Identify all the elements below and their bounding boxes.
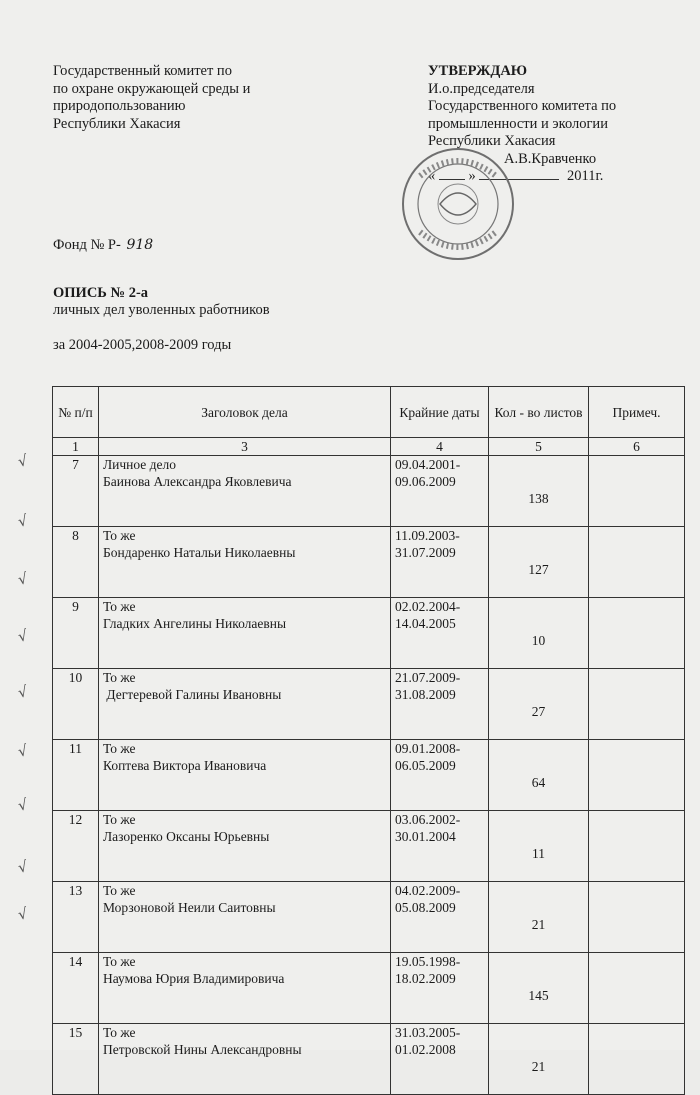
row-number: 8 (53, 527, 99, 598)
case-title (99, 953, 391, 1024)
check-mark-icon: √ (16, 904, 30, 924)
date-quote-open: « (428, 168, 436, 184)
person-name: Лазоренко Оксаны Юрьевны (103, 829, 270, 844)
check-mark-icon: √ (16, 682, 30, 702)
issuer-line: Государственный комитет по (53, 63, 232, 79)
fond-label: Фонд № Р- (53, 237, 121, 253)
check-mark-icon: √ (16, 511, 30, 531)
bleed-through (55, 168, 58, 182)
case-type: То же (103, 1025, 136, 1040)
row-number: 7 (53, 456, 99, 527)
row-number: 10 (53, 669, 99, 740)
table-row (53, 1024, 685, 1095)
sheet-count: 138 (489, 456, 589, 527)
case-type: То же (103, 954, 136, 969)
table-row (53, 740, 685, 811)
inventory-years: за 2004-2005,2008-2009 годы (53, 337, 232, 353)
person-name: Наумова Юрия Владимировича (103, 971, 285, 986)
date-range (391, 953, 489, 1024)
sheet-count: 127 (489, 527, 589, 598)
approval-line: Государственного комитета по (428, 98, 617, 114)
date-range (391, 811, 489, 882)
sheet-count: 27 (489, 669, 589, 740)
note-cell (589, 1024, 685, 1095)
signer-name: А.В.Кравченко (504, 150, 597, 167)
date-range (391, 882, 489, 953)
header-note: Примеч. (589, 387, 685, 438)
check-mark-icon: √ (16, 795, 30, 815)
note-cell (589, 456, 685, 527)
approval-title: УТВЕРЖДАЮ (428, 63, 528, 79)
case-type: То же (103, 883, 136, 898)
date-range (391, 740, 489, 811)
note-cell (589, 669, 685, 740)
column-number: 4 (391, 438, 489, 456)
case-title (99, 740, 391, 811)
table-row (53, 456, 685, 527)
sheet-count: 10 (489, 598, 589, 669)
date-range (391, 669, 489, 740)
date-start: 09.04.2001- (395, 457, 461, 472)
date-range (391, 527, 489, 598)
date-end: 09.06.2009 (395, 474, 456, 489)
date-end: 14.04.2005 (395, 616, 456, 631)
case-type: То же (103, 599, 136, 614)
date-range (391, 598, 489, 669)
person-name: Коптева Виктора Ивановича (103, 758, 267, 773)
person-name: Бондаренко Натальи Николаевны (103, 545, 296, 560)
case-type: То же (103, 528, 136, 543)
row-number: 9 (53, 598, 99, 669)
case-type: То же (103, 670, 136, 685)
date-end: 06.05.2009 (395, 758, 456, 773)
column-number: 1 (53, 438, 99, 456)
table-row (53, 527, 685, 598)
issuer-line: по охране окружающей среды и (53, 80, 251, 97)
case-title (99, 669, 391, 740)
check-mark-icon: √ (16, 451, 30, 471)
column-number: 3 (99, 438, 391, 456)
person-name: Гладких Ангелины Николаевны (103, 616, 287, 631)
case-type: То же (103, 741, 136, 756)
case-title (99, 811, 391, 882)
note-cell (589, 811, 685, 882)
header-sheets: Кол - во листов (489, 387, 589, 438)
case-title (99, 456, 391, 527)
approval-line: И.о.председателя (428, 80, 535, 97)
note-cell (589, 740, 685, 811)
sheet-count: 64 (489, 740, 589, 811)
date-end: 01.02.2008 (395, 1042, 456, 1057)
date-end: 31.08.2009 (395, 687, 456, 702)
column-number: 5 (489, 438, 589, 456)
person-name: Петровской Нины Александровны (103, 1042, 302, 1057)
date-start: 31.03.2005- (395, 1025, 461, 1040)
column-number-row (53, 438, 685, 456)
date-start: 04.02.2009- (395, 883, 461, 898)
inventory-subtitle: личных дел уволенных работников (53, 302, 270, 318)
table-row (53, 811, 685, 882)
issuer-line: Республики Хакасия (53, 115, 181, 132)
inventory-table (52, 386, 685, 1095)
sheet-count: 21 (489, 1024, 589, 1095)
check-mark-icon: √ (16, 626, 30, 646)
date-start: 03.06.2002- (395, 812, 461, 827)
official-seal-stamp (400, 146, 516, 262)
column-number: 6 (589, 438, 685, 456)
inventory-title: ОПИСЬ № 2-а (53, 285, 149, 301)
table-header-row (53, 387, 685, 438)
date-quote-close: » (468, 168, 476, 184)
fond-number (53, 237, 153, 254)
approval-line: Республики Хакасия (428, 133, 556, 149)
row-number: 14 (53, 953, 99, 1024)
case-type: Личное дело (103, 457, 177, 472)
date-start: 09.01.2008- (395, 741, 461, 756)
date-end: 18.02.2009 (395, 971, 456, 986)
case-title (99, 882, 391, 953)
approval-line: промышленности и экологии (428, 115, 608, 132)
issuer-line: природопользованию (53, 98, 186, 114)
note-cell (589, 882, 685, 953)
sheet-count: 145 (489, 953, 589, 1024)
date-start: 19.05.1998- (395, 954, 461, 969)
check-mark-icon: √ (16, 857, 30, 877)
date-range (391, 1024, 489, 1095)
row-number: 12 (53, 811, 99, 882)
issuer-block (53, 63, 250, 133)
date-end: 30.01.2004 (395, 829, 456, 844)
date-start: 02.02.2004- (395, 599, 461, 614)
date-range (391, 456, 489, 527)
header-num: № п/п (53, 387, 99, 438)
row-number: 11 (53, 740, 99, 811)
check-mark-icon: √ (16, 569, 30, 589)
case-title (99, 1024, 391, 1095)
table-row (53, 953, 685, 1024)
header-title: Заголовок дела (99, 387, 391, 438)
note-cell (589, 953, 685, 1024)
date-start: 21.07.2009- (395, 670, 461, 685)
case-title (99, 598, 391, 669)
header-dates: Крайние даты (391, 387, 489, 438)
row-number: 13 (53, 882, 99, 953)
case-title (99, 527, 391, 598)
check-mark-icon: √ (16, 741, 30, 761)
table-row (53, 598, 685, 669)
case-type: То же (103, 812, 136, 827)
date-start: 11.09.2003- (395, 528, 460, 543)
date-end: 31.07.2009 (395, 545, 456, 560)
person-name: Дегтеревой Галины Ивановны (103, 687, 282, 702)
date-year: 2011г. (567, 168, 604, 184)
table-row (53, 882, 685, 953)
note-cell (589, 598, 685, 669)
date-end: 05.08.2009 (395, 900, 456, 915)
person-name: Морзоновой Неили Саитовны (103, 900, 276, 915)
person-name: Баинова Александра Яковлевича (103, 474, 292, 489)
note-cell (589, 527, 685, 598)
sheet-count: 21 (489, 882, 589, 953)
sheet-count: 11 (489, 811, 589, 882)
table-row (53, 669, 685, 740)
row-number: 15 (53, 1024, 99, 1095)
fond-handwritten-number: 918 (126, 237, 154, 253)
